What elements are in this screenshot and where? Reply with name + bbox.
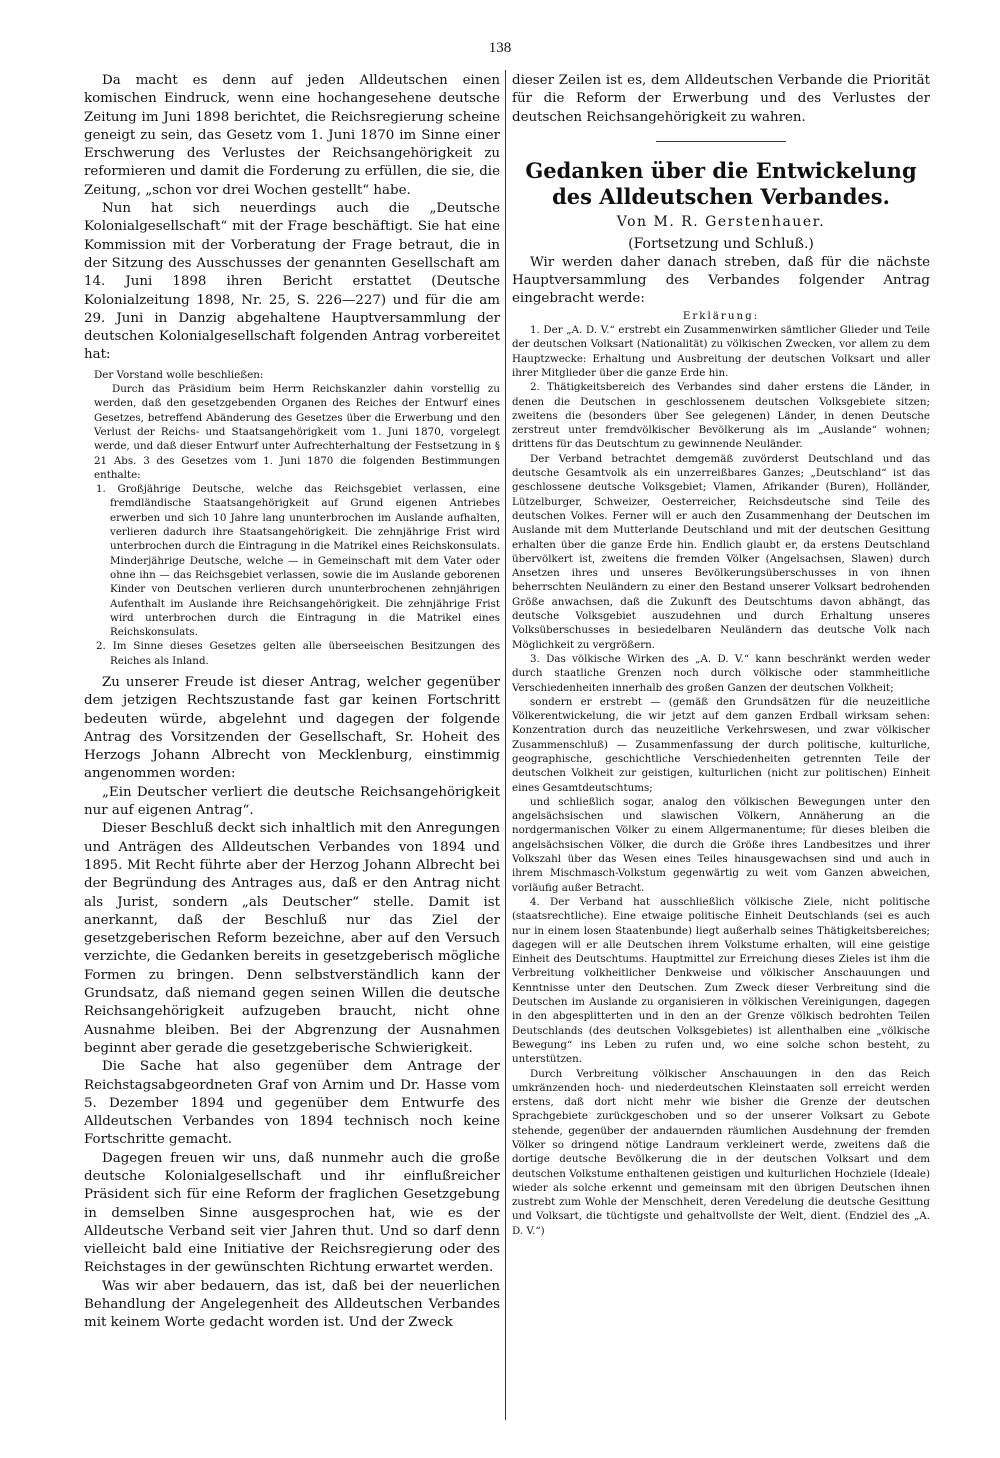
motion-line: Der Vorstand wolle beschließen: [94,368,264,381]
paragraph: dieser Zeilen ist es, dem Alldeutschen Verbande die Priorität für die Reform der Erwerbung und des Verlustes der deutschen Reichsangehörigkeit zu wahren. [512,73,930,125]
declaration-heading: Erklärung: [682,309,760,322]
left-column [84,72,500,1428]
declaration-paragraph: 2. Thätigkeitsbereich des Verbandes sind daher erstens die Länder, in denen die Deutschen in geschlossenem deutschen Volksgebiete sitzen; zweitens die (besonders über See gelegenen) Länder, in denen Deutsche zerstreut unter fremdvölkischer Bevölkerung als im „Auslande“ wohnen; drittens für das Deutschtum zu gewinnende Neuländer. [512,381,930,451]
declaration-paragraph: 4. Der Verband hat ausschließlich völkische Ziele, nicht politische (staatsrechtliche). Eine etwaige politische Einheit Deutschlands (sei es auch nur in einem losen Staatenbunde) liegt außerhalb seines Thätigkeitsbereiches; dagegen will er alle Deutschen ihrem Volkstume erhalten, will eine geistige Einheit des Deutschtums. Hauptmittel zur Erreichung dieses Zieles ist ihm die Verbreitung volkheitlicher Denkweise und völkischer Anschauungen und Kenntnisse unter den Deutschen. Zum Zweck dieser Verbreitung sind die Deutschen im Auslande zu organisieren in völkischen Vereinigungen, dagegen in den abgesplitterten und in den an der Grenze völkisch bedrohten Teilen Deutschlands (des deutschen Volksgebietes) ist allenthalben eine „völkische Bewegung“ ins Leben zu rufen und, wo eine solche schon besteht, zu unterstützen. [512,895,930,1066]
motion-item: 2. Im Sinne dieses Gesetzes gelten alle überseeischen Besitzungen des Reiches als Inland. [96,640,500,667]
column-divider [505,70,506,1420]
paragraph: Was wir aber bedauern, das ist, daß bei der neuerlichen Behandlung der Angelegenheit des Alldeutschen Verbandes mit keinem Worte gedacht worden ist. Und der Zweck [84,1278,500,1331]
article-title-line: des Alldeutschen Verbandes. [552,183,890,209]
paragraph: Dieser Beschluß deckt sich inhaltlich mit den Anregungen und Anträgen des Alldeutschen Verbandes von 1894 und 1895. Mit Recht führte aber der Herzog Johann Albrecht bei der Begründung des Antrages aus, daß er den Antrag nicht als Jurist, sondern „als Deutscher“ stelle. Damit ist anerkannt, daß der Beschluß nur das Ziel der gesetzgeberischen Reform bezeichne, aber auf den Versuch verzichte, die Gedanken bereits in gesetzgeberisch mögliche Formen zu bringen. Denn selbstverständlich kann der Grundsatz, daß niemand gegen seinen Willen die deutsche Reichsangehörigkeit aufzugeben braucht, nicht ohne Ausnahme bleiben. Bei der Abgrenzung der Ausnahmen beginnt aber gerade die gesetzgeberische Schwierigkeit. [84,821,500,1056]
article-subtitle: (Fortsetzung und Schluß.) [628,235,814,252]
right-column [512,72,930,1402]
declaration-paragraph: Durch Verbreitung völkischer Anschauungen in den das Reich umkränzenden hoch- und niederdeutschen Kleinstaaten soll erreicht werden erstens, daß dort nicht mehr wie bisher die Grenze der deutschen Sprachgebiete zurückgeschoben und so der unserer Volksart zu Gebote stehende, gegenüber der andauernden räumlichen Ausdehnung der fremden Völker so dringend nötige Landraum verkleinert werde, zweitens daß die dortige deutsche Bevölkerung die in der deutschen Volksart und dem deutschen Volkstume enthaltenen geistigen und kulturlichen Hochziele (Ideale) wieder als solche erkennt und gemeinsam mit den übrigen Deutschen ihnen zustrebt zum Wohle der Menschheit, deren Veredelung die deutsche Gesittung und Volksart, die tüchtigste und gehaltvollste der Welt, dient. (Endziel des „A. D. V.“) [512,1067,930,1237]
page-number: 138 [488,40,512,56]
declaration-paragraph: 3. Das völkische Wirken des „A. D. V.“ kann beschränkt werden weder durch staatliche Grenzen noch durch völkische oder stammheitliche Verschiedenheiten innerhalb des großen Ganzen der deutschen Volkheit; [512,652,930,694]
declaration-paragraph: Der Verband betrachtet demgemäß zuvörderst Deutschland und das deutsche Gesamtvolk als ein unzerreißbares Ganzes; „Deutschland“ ist das geschlossene deutsche Volksgebiet; Vlamen, Afrikander (Buren), Holländer, Lützelburger, Schweizer, Oesterreicher, Reichsdeutsche sind Teile des deutschen Volkes. Ferner will er auch den Zusammenhang der Deutschen im Auslande mit dem Mutterlande Deutschland und mit der deutschen Gesittung erhalten über die ganze Erde hin. Endlich glaubt er, da erstens Deutschland übervölkert ist, zweitens die fremden Völker (Angelsachsen, Slawen) durch Ansetzen ihres und unseres Bevölkerungsüberschusses in von ihnen beherrschten Neuländern zu einer den Bestand unserer Volksart bedrohenden Größe anwachsen, daß die Zukunft des Deutschtums davon abhängt, das deutsche Volksgebiet auszudehnen und durch Erhaltung unseres Volksüberschusses in besiedelbaren Neuländern das deutsche Volk nach Möglichkeit zu vergrößern. [512,452,930,651]
declaration-paragraph: sondern er erstrebt — (gemäß den Grundsätzen für die neuzeitliche Völkerentwickelung, die wir jetzt auf dem ganzen Erdball wirksam sehen: Konzentration durch das neuzeitliche Verkehrswesen, und zwar völkischer Zusammenschluß) — Zusammenfassung der durch politische, kulturliche, geographische, geschichtliche Verschiedenheiten getrennten Teile der deutschen Volkheit zur geistigen, kulturlichen (nicht zur politischen) Einheit eines Gesamtdeutschtums; [512,695,930,794]
paragraph: Nun hat sich neuerdings auch die „Deutsche Kolonialgesellschaft“ mit der Frage beschäftigt. Sie hat eine Kommission mit der Vorberatung der Frage betraut, die in der Sitzung des Ausschusses der genannten Gesellschaft am 14. Juni 1898 ihren Bericht erstattet (Deutsche Kolonialzeitung 1898, Nr. 25, S. 226—227) und für die am 29. Juni in Danzig abgehaltene Hauptversammlung der deutschen Kolonialgesellschaft folgenden Antrag vorbereitet hat: [84,201,500,363]
quoted-resolution: „Ein Deutscher verliert die deutsche Reichsangehörigkeit nur auf eigenen Antrag“. [84,784,500,819]
motion-paragraph: Durch das Präsidium beim Herrn Reichskanzler dahin vorstellig zu werden, daß den gesetzgebenden Organen des Reiches der Entwurf eines Gesetzes, betreffend Abänderung des Gesetzes über die Erwerbung und den Verlust der Reichs- und Staatsangehörigkeit vom 1. Juni 1870, vorgelegt werde, und daß dieser Entwurf unter Aufrechterhaltung der Festsetzung in § 21 Abs. 3 des Gesetzes vom 1. Juni 1870 die folgenden Bestimmungen enthalte: [94,383,500,481]
paragraph: Wir werden daher danach streben, daß für die nächste Hauptversammlung des Verbandes folgender Antrag eingebracht werde: [512,254,930,307]
paragraph: Dagegen freuen wir uns, daß nunmehr auch die große deutsche Kolonialgesellschaft und ihr einflußreicher Präsident sich für eine Reform der fraglichen Gesetzgebung in demselben Sinne ausgesprochen hat, wie es der Alldeutsche Verband seit vier Jahren thut. Und so darf denn vielleicht bald eine Initiative der Reichsregierung oder des Reichstages in der gewünschten Richtung erwartet werden. [84,1150,500,1276]
section-divider [656,141,786,142]
paragraph: Die Sache hat also gegenüber dem Antrage der Reichstagsabgeordneten Graf von Arnim und Dr. Hasse vom 5. Dezember 1894 und gegenüber dem Entwurfe des Alldeutschen Verbandes von 1894 technisch noch keine Fortschritte gemacht. [84,1059,500,1148]
article-title-line: Gedanken über die Entwickelung [525,157,917,183]
article-author: Von M. R. Gerstenhauer. [616,213,826,230]
declaration-paragraph: und schließlich sogar, analog den völkischen Bewegungen unter den angelsächsischen und slawischen Völkern, Annäherung an die nordgermanischen Völker zu einem Allgermanentume; für dieses bleiben die angelsächsischen Völker, die durch die Größe ihres Landbesitzes und ihrer Volkszahl über das Wesen eines Teiles hinausgewachsen sind und auch in ihrem Mischmasch-Volkstum gegenwärtig zu weit vom Ganzen abweichen, vorläufig außer Betracht. [512,795,930,894]
paragraph: Zu unserer Freude ist dieser Antrag, welcher gegenüber dem jetzigen Rechtszustande fast gar keinen Fortschritt bedeuten würde, abgelehnt und dagegen der folgende Antrag des Vorsitzenden der Gesellschaft, Sr. Hoheit des Herzogs Johann Albrecht von Mecklenburg, einstimmig angenommen worden: [84,674,500,782]
declaration-paragraph: 1. Der „A. D. V.“ erstrebt ein Zusammenwirken sämtlicher Glieder und Teile der deutschen Volksart (Nationalität) zu völkischen Zwecken, vor allem zu dem Hauptzwecke: Erhaltung und Ausbreitung der deutschen Volksart und aller ihrer Mitglieder über die ganze Erde hin. [512,324,930,379]
motion-text [84,368,500,668]
paragraph: Da macht es denn auf jeden Alldeutschen einen komischen Eindruck, wenn eine hochangesehene deutsche Zeitung im Juni 1898 berichtet, die Reichsregierung scheine geneigt zu sein, das Gesetz vom 1. Juni 1870 im Sinne einer Erschwerung des Verlustes der Reichsangehörigkeit zu reformieren und damit die Forderung zu erfüllen, die sie, die Zeitung, „schon vor drei Wochen gestellt“ habe. [84,73,500,198]
motion-item: 1. Großjährige Deutsche, welche das Reichsgebiet verlassen, eine fremdländische Staatsangehörigkeit auf Grund eigenen Antriebes erwerben und sich 10 Jahre lang ununterbrochen im Auslande aufhalten, verlieren dadurch ihre Staatsangehörigkeit. Die zehnjährige Frist wird unterbrochen durch die Eintragung in die Matrikel eines Reichskonsulats. Minderjährige Deutsche, welche — in Gemeinschaft mit dem Vater oder ohne ihn — das Reichsgebiet verlassen, sowie die im Auslande geborenen Kinder von Deutschen verlieren durch ununterbrochenen zehnjährigen Aufenthalt im Auslande ihre Reichsangehörigkeit. Die zehnjährige Frist wird unterbrochen durch die Eintragung in die Matrikel eines Reichskonsulats. [96,483,500,639]
